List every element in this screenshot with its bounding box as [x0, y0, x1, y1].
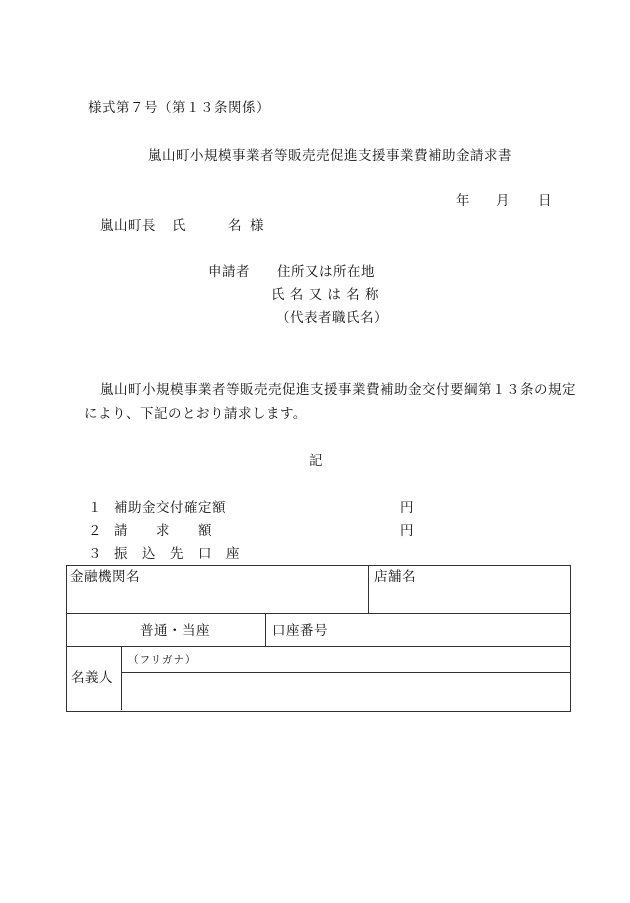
item-3-number: ３	[88, 546, 102, 562]
applicant-label: 申請者	[208, 264, 250, 280]
item-2-label: 請 求 額	[114, 523, 212, 539]
table-divider-type-number	[265, 613, 266, 646]
item-2-number: ２	[88, 523, 102, 539]
addressee-office: 嵐山町長	[100, 218, 156, 234]
body-line-2: により、下記のとおり請求します。	[84, 406, 307, 422]
applicant-name-label: 氏 名 又 は 名 称	[271, 287, 379, 303]
applicant-address-label: 住所又は所在地	[277, 264, 375, 280]
item-3-label: 振 込 先 口 座	[114, 546, 240, 562]
date-day-label: 日	[538, 193, 552, 209]
date-month-label: 月	[496, 193, 510, 209]
table-rule-3	[121, 672, 570, 673]
addressee-name-label: 氏 名	[172, 218, 242, 234]
body-line-1: 嵐山町小規模事業者等販売売促進支援事業費補助金交付要綱第１３条の規定	[100, 382, 576, 398]
bank-name-label: 金融機関名	[70, 569, 140, 585]
table-divider-bank-branch	[368, 565, 369, 613]
account-number-label: 口座番号	[272, 623, 328, 639]
applicant-representative-label: （代表者職氏名）	[276, 310, 388, 326]
account-holder-label: 名義人	[71, 670, 113, 686]
ki-heading: 記	[309, 453, 323, 469]
document-title: 嵐山町小規模事業者等販売売促進支援事業費補助金請求書	[148, 148, 512, 164]
item-1-number: １	[88, 500, 102, 516]
branch-name-label: 店舗名	[374, 569, 416, 585]
item-1-label: 補助金交付確定額	[114, 500, 226, 516]
account-type-label: 普通・当座	[140, 623, 210, 639]
table-rule-1	[66, 613, 570, 614]
table-divider-holder	[121, 646, 122, 710]
table-rule-2	[66, 646, 570, 647]
addressee-honorific: 様	[250, 218, 264, 234]
item-1-unit: 円	[400, 500, 414, 516]
furigana-label: （フリガナ）	[128, 654, 197, 666]
form-number: 様式第７号（第１３条関係）	[88, 100, 270, 116]
date-year-label: 年	[456, 193, 470, 209]
item-2-unit: 円	[400, 523, 414, 539]
